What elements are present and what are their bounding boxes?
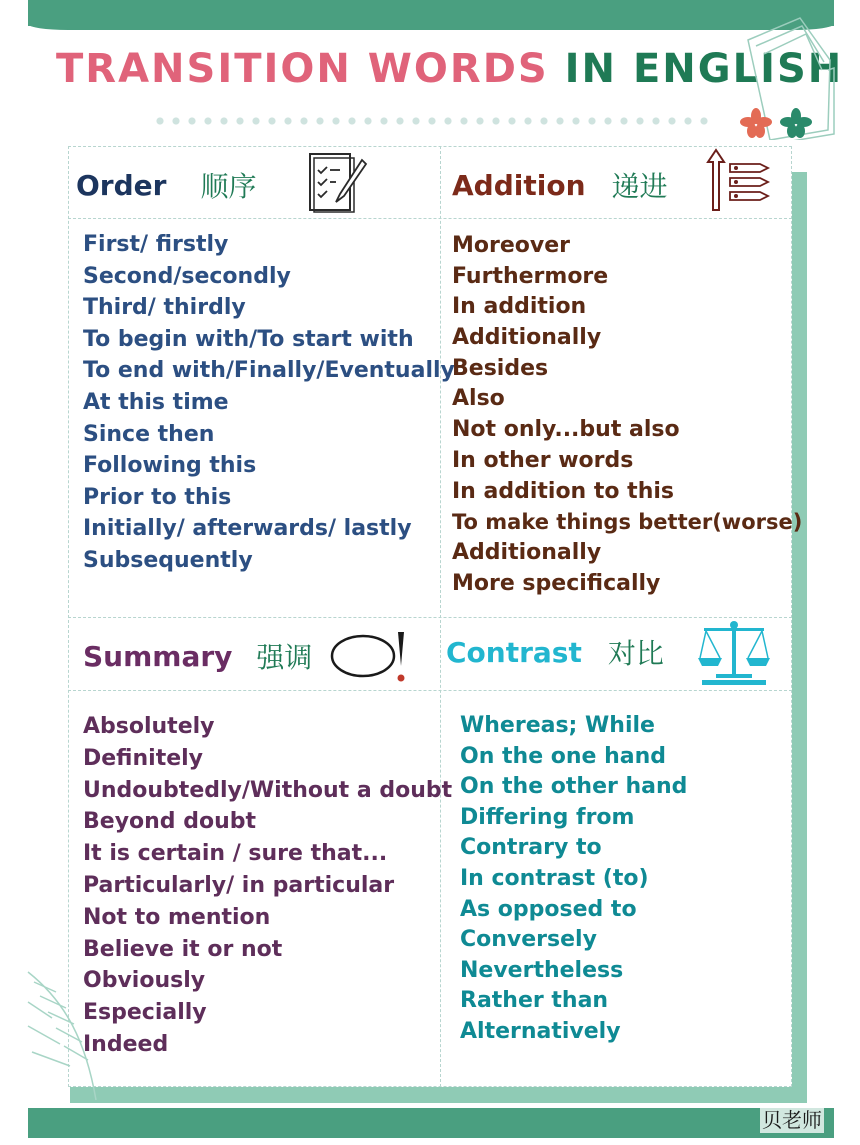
page-title	[56, 46, 844, 96]
list-item: Absolutely	[83, 714, 215, 739]
summary-list	[83, 711, 452, 1061]
list-item: Initially/ afterwards/ lastly	[83, 516, 412, 542]
summary-title: Summary	[83, 639, 233, 673]
list-item: Particularly/ in particular	[83, 872, 395, 898]
list-item: Believe it or not	[83, 936, 283, 962]
list-item: Moreover	[452, 233, 571, 258]
list-item: At this time	[83, 389, 229, 415]
addition-header	[452, 155, 668, 215]
list-item: Definitely	[83, 745, 204, 771]
list-item: Nevertheless	[460, 957, 624, 983]
list-item: Not only...but also	[452, 417, 680, 443]
list-item: In addition to this	[452, 478, 674, 504]
list-item: Furthermore	[452, 263, 609, 289]
list-item: Not to mention	[83, 904, 271, 930]
title-part-2: IN ENGLISH	[564, 46, 844, 92]
order-title-zh: 顺序	[200, 170, 257, 203]
summary-header	[83, 626, 312, 686]
list-item: Especially	[83, 1000, 207, 1026]
order-header	[76, 155, 256, 215]
list-item: Third/ thirdly	[83, 295, 246, 321]
list-item: Subsequently	[83, 547, 253, 573]
list-item: As opposed to	[460, 896, 637, 922]
list-item: First/ firstly	[83, 232, 229, 257]
divider-middle	[68, 617, 792, 618]
list-item: Differing from	[460, 804, 635, 830]
list-item: To end with/Finally/Eventually	[83, 358, 455, 384]
addition-title: Addition	[452, 168, 586, 202]
balance-scale-icon	[696, 618, 772, 686]
list-item: Also	[452, 386, 505, 412]
leaf-decoration-icon	[26, 962, 106, 1102]
list-item: Prior to this	[83, 484, 232, 510]
list-item: Beyond doubt	[83, 809, 257, 835]
list-item: In addition	[452, 294, 587, 320]
title-part-1: TRANSITION WORDS	[56, 46, 549, 92]
list-item: To begin with/To start with	[83, 326, 414, 352]
list-item: In other words	[452, 447, 634, 473]
book-flowers-icon	[730, 10, 840, 140]
list-item: Rather than	[460, 988, 609, 1014]
checklist-pencil-icon	[306, 150, 368, 214]
order-title: Order	[76, 168, 167, 202]
addition-title-zh: 递进	[611, 170, 668, 203]
list-item: To make things better(worse)	[452, 510, 803, 535]
divider-top-head	[68, 218, 792, 219]
speech-bubble-exclamation-icon	[330, 628, 410, 688]
list-item: Since then	[83, 421, 215, 447]
arrow-up-list-icon	[704, 146, 774, 214]
list-item: On the one hand	[460, 743, 667, 769]
list-item: Additionally	[452, 325, 602, 351]
list-item: More specifically	[452, 570, 661, 596]
list-item: Indeed	[83, 1031, 169, 1057]
watermark: 贝老师	[760, 1104, 824, 1133]
contrast-list	[460, 711, 687, 1048]
list-item: It is certain / sure that...	[83, 841, 388, 867]
contrast-header	[446, 622, 664, 682]
list-item: In contrast (to)	[460, 865, 649, 891]
list-item: Obviously	[83, 968, 206, 994]
list-item: Second/secondly	[83, 263, 291, 289]
list-item: Contrary to	[460, 835, 602, 861]
divider-bottom-head	[68, 690, 792, 691]
summary-title-zh: 强调	[256, 641, 313, 674]
contrast-title: Contrast	[446, 635, 582, 669]
bottom-border-bar	[28, 1108, 834, 1138]
contrast-title-zh: 对比	[607, 637, 664, 670]
addition-list	[452, 231, 802, 599]
list-item: Conversely	[460, 927, 597, 953]
bottom-shadow-strip	[70, 1087, 807, 1103]
list-item: Undoubtedly/Without a doubt	[83, 777, 453, 803]
dotted-divider	[152, 116, 712, 126]
list-item: Whereas; While	[460, 713, 655, 738]
list-item: Following this	[83, 453, 257, 479]
order-list	[83, 229, 455, 577]
list-item: Alternatively	[460, 1018, 621, 1044]
list-item: Besides	[452, 355, 549, 381]
list-item: On the other hand	[460, 774, 688, 800]
list-item: Additionally	[452, 539, 602, 565]
top-border-bar	[28, 0, 834, 26]
